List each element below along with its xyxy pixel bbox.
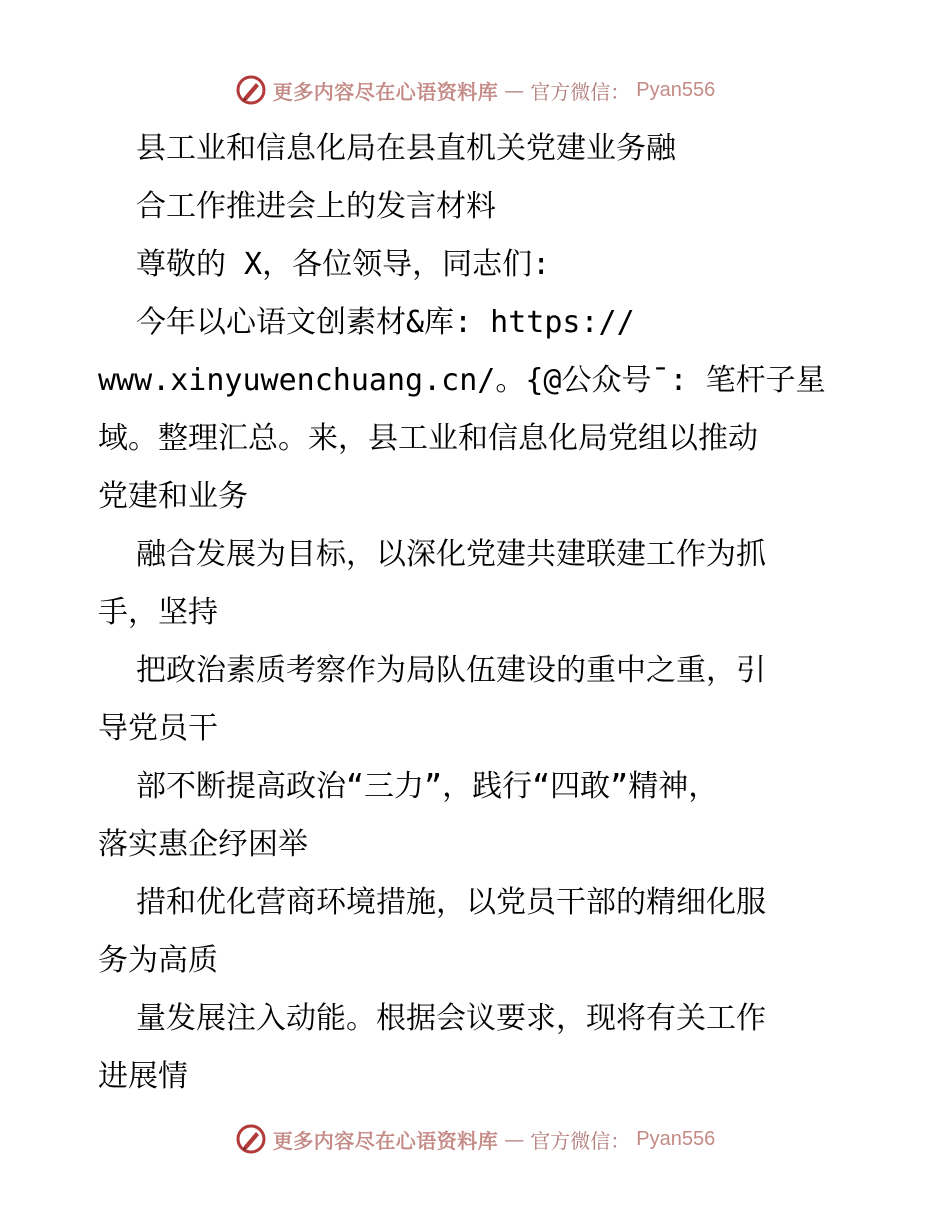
paragraph-line: 落实惠企纾困举 — [98, 827, 308, 862]
pen-logo-icon — [235, 74, 267, 106]
watermark-wechat-id: Pyan556 — [636, 1127, 716, 1150]
watermark-wechat-id: Pyan556 — [636, 78, 716, 101]
doc-title-line-2: 合工作推进会上的发言材料 — [136, 189, 496, 224]
paragraph-line: www.xinyuwenchuang.cn/。{@公众号¯: 笔杆子星 — [98, 363, 826, 398]
footer-watermark-banner — [0, 1119, 950, 1159]
salutation-line: 尊敬的 X，各位领导，同志们: — [136, 247, 551, 282]
paragraph-line: 域。整理汇总。来，县工业和信息化局党组以推动 — [98, 421, 758, 456]
paragraph-line: 今年以心语文创素材&库: https:// — [136, 305, 635, 340]
paragraph-line: 手，坚持 — [98, 595, 218, 630]
paragraph-line: 措和优化营商环境措施，以党员干部的精细化服 — [136, 885, 766, 920]
doc-title-line-1: 县工业和信息化局在县直机关党建业务融 — [136, 131, 676, 166]
paragraph-line: 融合发展为目标，以深化党建共建联建工作为抓 — [136, 537, 766, 572]
header-watermark-banner — [0, 70, 950, 110]
pen-logo-icon — [235, 1123, 267, 1155]
watermark-wechat-label: 官方微信： — [530, 79, 631, 104]
watermark-text: 更多内容尽在心语资料库 — [272, 79, 499, 104]
paragraph-line: 务为高质 — [98, 943, 218, 978]
watermark-separator: — — [504, 1127, 525, 1151]
paragraph-line: 量发展注入动能。根据会议要求，现将有关工作 — [136, 1001, 766, 1036]
watermark-wechat-label: 官方微信： — [530, 1128, 631, 1153]
paragraph-line: 进展情 — [98, 1059, 188, 1094]
watermark-separator: — — [504, 78, 525, 102]
watermark-text: 更多内容尽在心语资料库 — [272, 1128, 499, 1153]
paragraph-line: 部不断提高政治“三力”，践行“四敢”精神， — [136, 769, 719, 804]
paragraph-line: 党建和业务 — [98, 479, 248, 514]
paragraph-line: 把政治素质考察作为局队伍建设的重中之重，引 — [136, 653, 766, 688]
paragraph-line: 导党员干 — [98, 711, 218, 746]
document-body — [98, 120, 858, 1106]
